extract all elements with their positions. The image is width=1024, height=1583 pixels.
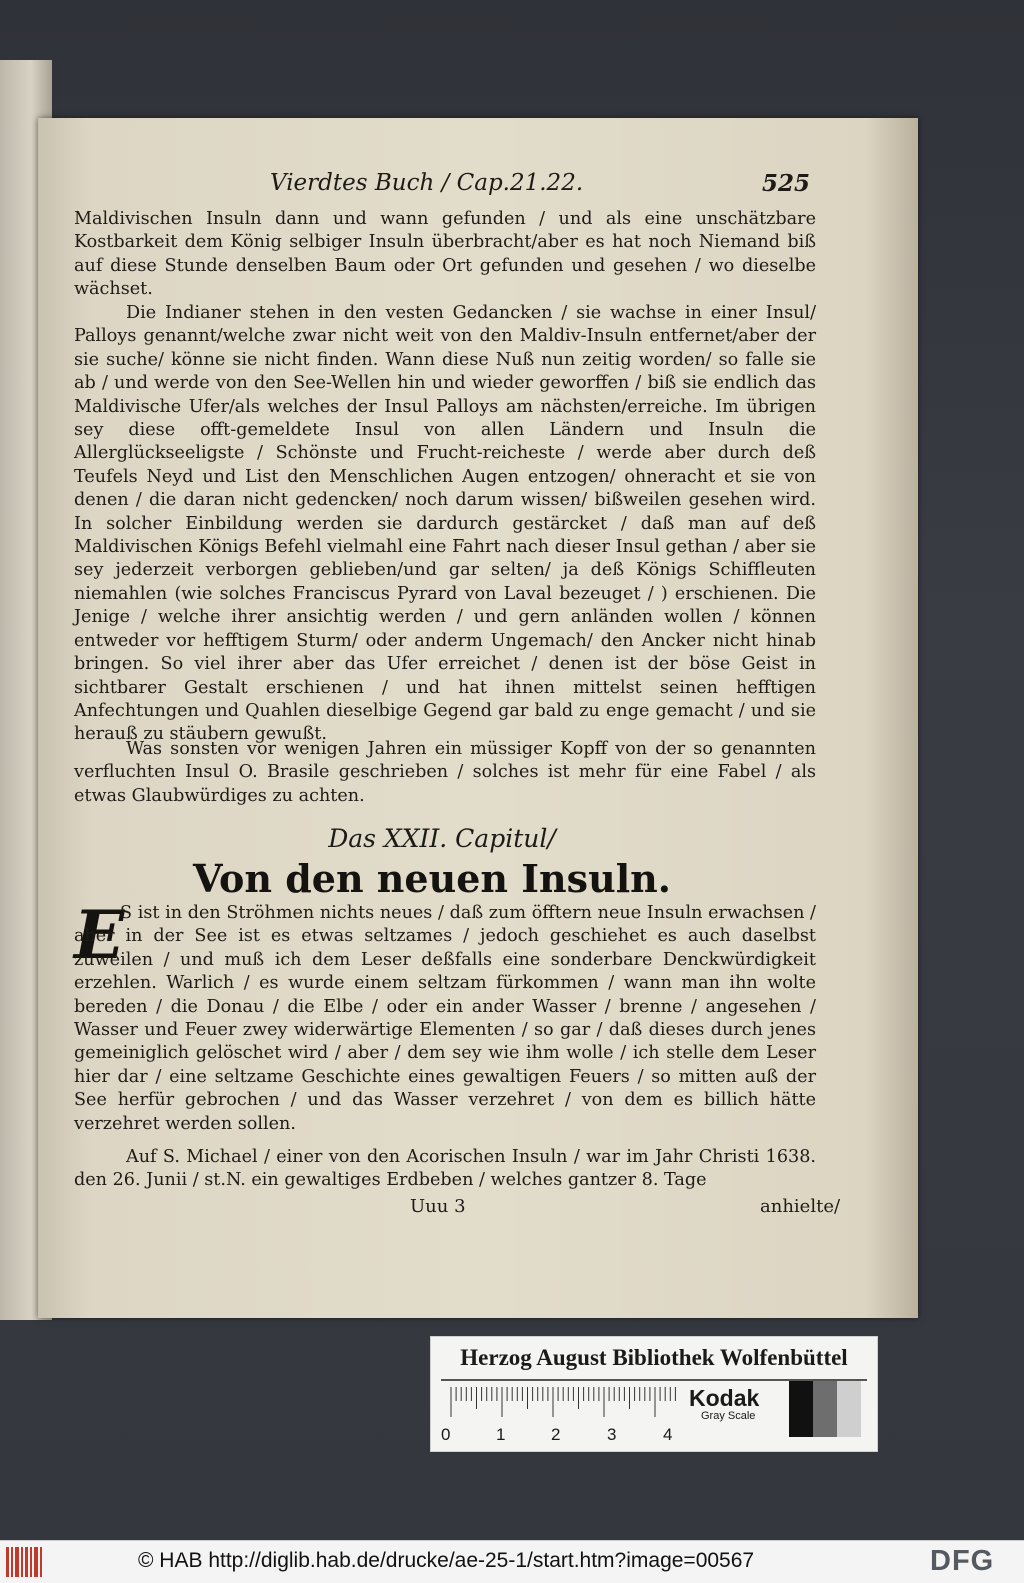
gray-patch [837, 1381, 861, 1437]
chapter-first-paragraph-text: S ist in den Ströhmen nichts neues / daß zum öfftern neue Insuln erwachsen / aber in der See ist es etwas seltzames / jedoch geschiehet es auch daselbst zuweilen / und muß ich dem Leser deßfalls eine sonderbare Denckwürdigkeit erzehlen. Warlich / es wurde einem seltzam fürkommen / wann man ihn wolte bereden / die Donau / die Elbe / oder ein ander Wasser / brenne / angesehen / Wasser und Feuer zwey widerwärtige Elementen / so gar / daß dieses durch jenes gemeiniglich gelöschet wird / aber / dem sey wie ihm wolle / ich stelle dem Leser hier dar / eine seltzame Geschichte eines gewaltigen Feuers / so mitten auß der See herfür gebrochen / und das Wasser verzehret / von dem es billich hätte verzehret werden sollen. [74, 903, 816, 1134]
drop-cap: E [74, 896, 125, 974]
library-name: Herzog August Bibliothek Wolfenbüttel [460, 1345, 848, 1370]
ruler-ticks [447, 1387, 677, 1423]
paragraph-indianer: Die Indianer stehen in den vesten Gedancken / sie wachse in einer Insul/ Palloys genannt/welche zwar nicht weit von den Maldiv-Insuln entfernet/aber der sie suche/ könne sie nicht finden. Wann diese Nuß nun zeitig worden/ so falle sie ab / und werde von den See-Wellen hin und wieder geworffen / biß sie endlich das Maldivische Ufer/als welches der Insul Palloys am nächsten/erreiche. Im übrigen sey diese offt-gemeldete Insul von allen Ländern und Insuln die Allerglückseeligste / Schönste und Frucht-reicheste / werde aber durch deß Teufels Neyd und List den Menschlichen Augen entzogen/ ohneracht et sie von denen / die daran nicht gedencken/ noch darum wissen/ bißweilen gesehen wird. In solcher Einbildung werden sie dardurch gestärcket / daß man auf deß Maldivischen Königs Befehl vielmahl eine Fahrt nach dieser Insul gethan / aber sie sey jederzeit verborgen geblieben/und gar selten/ ja deß Königs Schiffleuten niemahlen (wie solches Franciscus Pyrard von Laval bezeuget / ) erschienen. Die Jenige / welche ihrer ansichtig werden / und gern anländen wollen / können entweder vor hefftigem Sturm/ oder anderm Ungemach/ den Ancker nicht hinab bringen. So viel ihrer aber das Ufer erreichet / denen ist der böse Geist in sichtbarer Gestalt erschienen / und hat ihnen mittelst seinen hefftigen Anfechtungen und Quahlen dieselbige Gegend gar bald zu enge gemacht / und sie herauß zu stäubern gewußt. [74, 303, 816, 745]
page-number: 525 [761, 170, 810, 197]
barcode-icon [6, 1547, 46, 1577]
ruler-number: 1 [496, 1425, 506, 1444]
footer-bar [0, 1540, 1024, 1583]
page-header [70, 170, 810, 202]
color-calibration-card [430, 1336, 878, 1452]
copyright-link[interactable]: © HAB http://diglib.hab.de/drucke/ae-25-1/start.htm?image=00567 [138, 1549, 755, 1572]
gray-scale-patches [789, 1381, 861, 1437]
chapter-title: Von den neuen Insuln. [193, 856, 671, 901]
ruler-number: 3 [607, 1425, 617, 1444]
kodak-logo: Kodak [689, 1385, 760, 1411]
kodak-subtitle: Gray Scale [701, 1410, 756, 1422]
gray-patch [789, 1381, 813, 1437]
catchword: anhielte/ [760, 1196, 841, 1217]
dfg-logo: DFG [930, 1545, 995, 1577]
chapter-first-paragraph [74, 896, 816, 1136]
ruler-number: 4 [663, 1425, 673, 1444]
paragraph-michael: Auf S. Michael / einer von den Acorischen Insuln / war im Jahr Christi 1638. den 26. Junii / st.N. ein gewaltiges Erdbeben / welches gantzer 8. Tage [74, 1147, 816, 1191]
ruler-number: 0 [441, 1425, 451, 1444]
chapter-label: Das XXII. Capitul/ [328, 824, 556, 853]
gray-patch [813, 1381, 837, 1437]
running-head: Vierdtes Buch / Cap.21.22. [270, 170, 584, 196]
signature-mark: Uuu 3 [410, 1196, 466, 1217]
paragraph-continuation: Maldivischen Insuln dann und wann gefunden / und als eine unschätzbare Kostbarkeit dem König selbiger Insuln überbracht/aber es hat noch Niemand biß auf diese Stunde denselben Baum oder Ort gefunden und gesehen / wo dieselbe wächset. [74, 209, 816, 300]
paragraph-brasile: Was sonsten vor wenigen Jahren ein müssiger Kopff von der so genannten verfluchten Insul O. Brasile geschrieben / solches ist mehr für eine Fabel / als etwas Glaubwürdiges zu achten. [74, 739, 816, 806]
ruler-number: 2 [551, 1425, 561, 1444]
